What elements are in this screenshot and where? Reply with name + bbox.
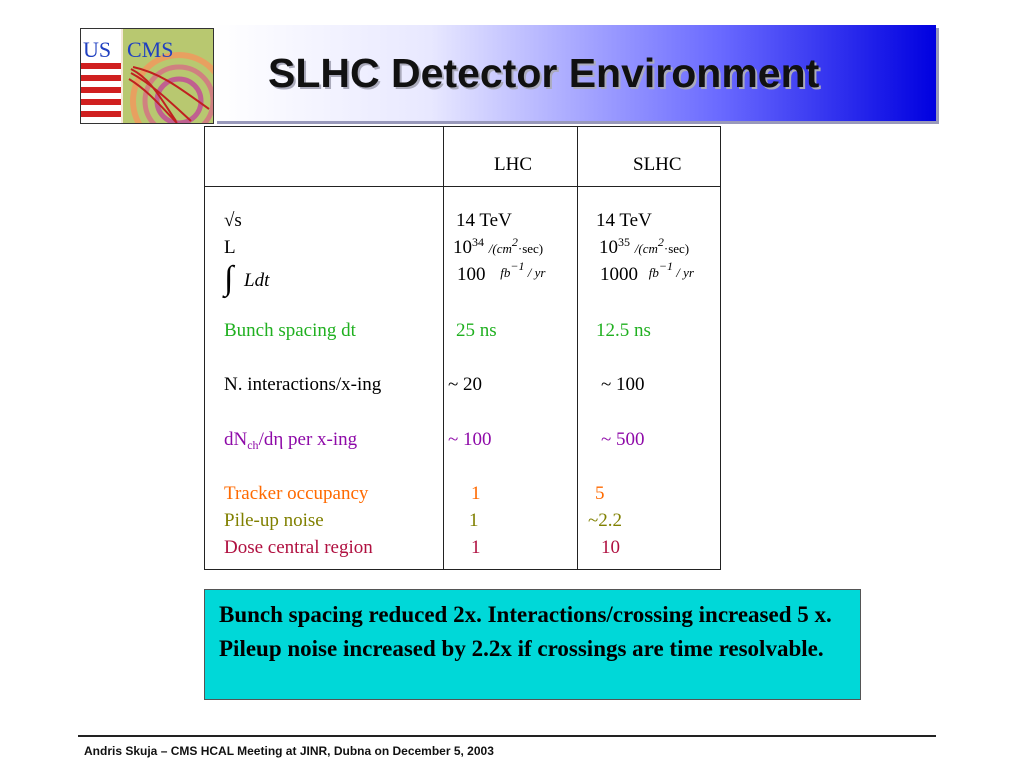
lum-lhc-exp: 34	[472, 235, 484, 249]
row-tracker-slhc: 5	[595, 483, 605, 504]
int-lhc-exp: −1	[510, 259, 525, 273]
us-cms-logo-graphic	[81, 29, 213, 123]
table-divider-col2	[577, 127, 578, 569]
row-label-integrated: Ldt	[244, 270, 270, 291]
row-sqrt-s-slhc: 14 TeV	[596, 210, 652, 231]
footer-text: Andris Skuja – CMS HCAL Meeting at JINR, Dubna on December 5, 2003	[84, 744, 494, 758]
row-interactions-slhc: ~ 100	[601, 374, 645, 395]
row-integrated-lhc	[457, 259, 546, 285]
page-title: SLHC Detector Environment	[268, 50, 820, 96]
row-dndeta-slhc: ~ 500	[601, 429, 645, 450]
lum-slhc-unit-sq: 2	[657, 235, 664, 249]
summary-note: Bunch spacing reduced 2x. Interactions/crossing increased 5 x. Pileup noise increased by 2.2x if crossings are time resolvable.	[204, 589, 861, 700]
table-divider-col1	[443, 127, 444, 569]
row-label-sqrt-s: √s	[224, 210, 242, 231]
footer-divider	[78, 735, 936, 737]
lum-lhc-unit-b: ·sec)	[517, 241, 544, 256]
row-sqrt-s-lhc: 14 TeV	[456, 210, 512, 231]
row-label-tracker: Tracker occupancy	[224, 483, 369, 504]
row-luminosity-slhc	[599, 235, 690, 258]
row-interactions-lhc: ~ 20	[448, 374, 483, 395]
row-tracker-lhc: 1	[471, 483, 481, 504]
lum-slhc-base: 10	[599, 237, 618, 258]
row-label-pileup: Pile-up noise	[224, 510, 324, 531]
row-dose-lhc: 1	[471, 537, 481, 558]
int-lhc-yr: / yr	[527, 265, 546, 280]
row-integrated-slhc	[600, 259, 694, 285]
logo-text-us: US	[83, 37, 112, 62]
row-label-dose: Dose central region	[224, 537, 373, 558]
int-slhc-fb: fb	[648, 265, 659, 280]
row-pileup-lhc: 1	[469, 510, 479, 531]
int-slhc-yr: / yr	[676, 265, 694, 280]
row-dose-slhc: 10	[601, 537, 620, 558]
int-lhc-value: 100	[457, 264, 486, 285]
int-slhc-value: 1000	[600, 264, 638, 285]
comparison-table	[204, 126, 721, 570]
row-bunch-spacing-lhc: 25 ns	[456, 320, 497, 341]
header-slhc: SLHC	[633, 154, 682, 175]
logo-text-cms: CMS	[127, 37, 174, 62]
row-pileup-slhc: ~2.2	[588, 510, 623, 531]
table-header-divider	[205, 186, 720, 187]
lum-lhc-unit-sq: 2	[511, 235, 518, 249]
row-label-luminosity: L	[224, 237, 236, 258]
row-luminosity-lhc	[453, 235, 544, 258]
us-cms-logo	[80, 28, 214, 124]
int-lhc-fb: fb	[500, 265, 511, 280]
row-dndeta-lhc: ~ 100	[448, 429, 492, 450]
header-lhc: LHC	[494, 154, 532, 175]
lum-lhc-unit-a: /(cm	[488, 241, 512, 256]
dndeta-label-a: dN	[224, 429, 248, 450]
integral-sign-icon: ∫	[224, 260, 234, 297]
lum-slhc-unit-a: /(cm	[634, 241, 658, 256]
row-label-dndeta	[224, 429, 358, 452]
row-label-bunch-spacing: Bunch spacing dt	[224, 320, 356, 341]
int-slhc-exp: −1	[658, 259, 673, 273]
lum-lhc-base: 10	[453, 237, 472, 258]
lum-slhc-exp: 35	[618, 235, 630, 249]
dndeta-label-b: /dη per x-ing	[258, 429, 358, 450]
dndeta-label-sub: ch	[247, 438, 259, 452]
row-bunch-spacing-slhc: 12.5 ns	[596, 320, 651, 341]
row-label-interactions: N. interactions/x-ing	[224, 374, 382, 395]
lum-slhc-unit-b: ·sec)	[663, 241, 690, 256]
